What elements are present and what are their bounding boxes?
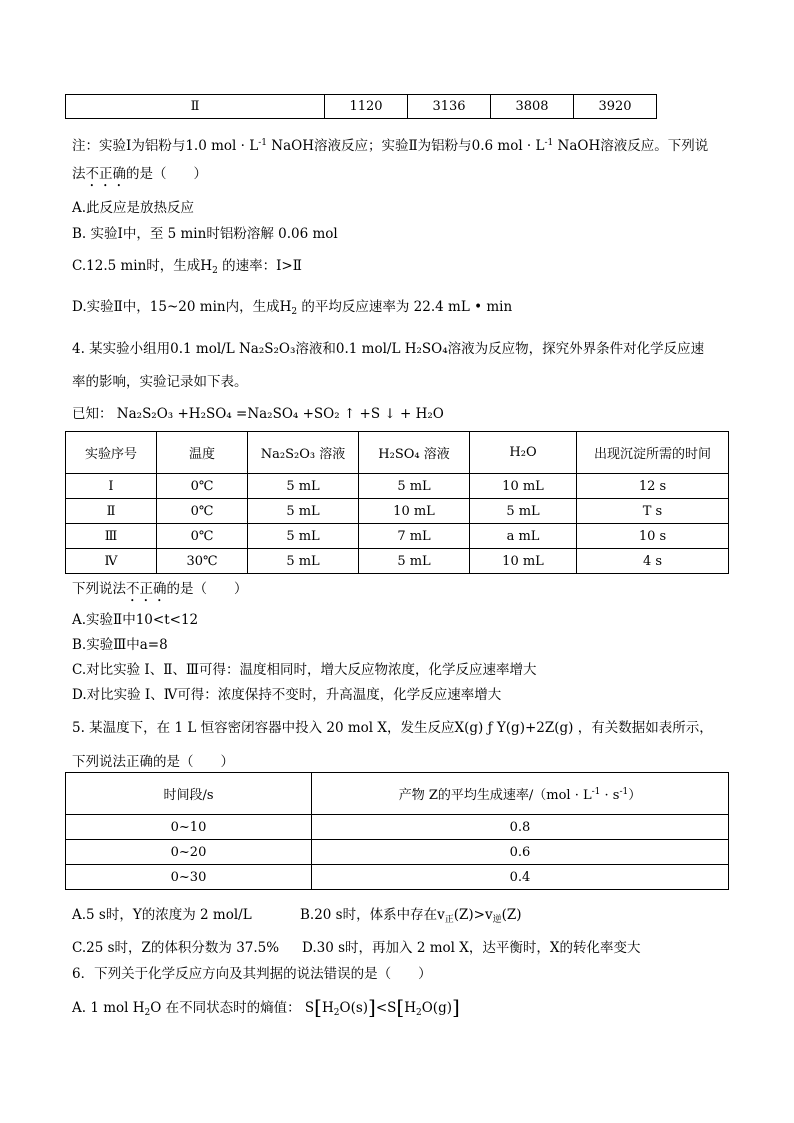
q3-note: 注：实验Ⅰ为铝粉与1.0 mol · $L^{-1}$ NaOH溶液反应；实验Ⅱ为铝粉与0.6 mol · $L^{-1}$ NaOH溶液反应。下列说: [72, 138, 709, 154]
q5-table: [65, 772, 729, 890]
table-header: 出现沉淀所需的时间: [577, 432, 729, 474]
q4-option-b: B.实验Ⅲ中a=8: [72, 637, 168, 653]
table-cell: 0.4: [312, 865, 729, 890]
table-cell: 0℃: [157, 524, 248, 549]
table-cell: T s: [577, 499, 729, 524]
table-cell: 12 s: [577, 474, 729, 499]
q3-option-b: B. 实验Ⅰ中，至 5 min时铝粉溶解 0.06 mol: [72, 226, 338, 242]
q5-option-d: D.30 s时，再加入 2 mol X，达平衡时，X的转化率变大: [302, 940, 641, 956]
table-header: Na₂S₂O₃ 溶液: [248, 432, 359, 474]
q3-note-line2: 法不正确的是（ ）: [72, 166, 207, 182]
q5-option-b: B.20 s时，体系中存在$v_正(Z)>v_逆(Z)$: [300, 907, 522, 925]
table-header: 实验序号: [66, 432, 157, 474]
table-cell: 5 mL: [248, 524, 359, 549]
table-header: H₂SO₄ 溶液: [359, 432, 470, 474]
q4-option-c: C.对比实验 Ⅰ、Ⅱ、Ⅲ可得：温度相同时，增大反应物浓度，化学反应速率增大: [72, 662, 537, 678]
table-cell: 5 mL: [359, 549, 470, 574]
table-cell: 30℃: [157, 549, 248, 574]
q4-stem-line2: 率的影响，实验记录如下表。: [72, 374, 248, 390]
table-cell: 0~20: [66, 840, 312, 865]
q6-stem: 6．下列关于化学反应方向及其判据的说法错误的是（ ）: [72, 966, 432, 982]
q4-question: 下列说法不正确的是（ ）: [72, 581, 248, 597]
table-cell: 0.8: [312, 815, 729, 840]
q3-option-d: D.实验Ⅱ中，15~20 min内，生成$H_2$ 的平均反应速率为 22.4 mL • min: [72, 299, 513, 317]
table-cell: 0~30: [66, 865, 312, 890]
q3-option-a: A.此反应是放热反应: [72, 200, 195, 216]
q4-option-a: A.实验Ⅱ中10<t<12: [72, 612, 199, 628]
q4-option-d: D.对比实验 Ⅰ、Ⅳ可得：浓度保持不变时，升高温度，化学反应速率增大: [72, 687, 502, 703]
q3-option-c: C.12.5 min时，生成$H_2$ 的速率：Ⅰ>Ⅱ: [72, 258, 302, 276]
q4-stem: 4. 某实验小组用0.1 mol/L Na₂S₂O₃溶液和0.1 mol/L H₂SO₄溶液为反应物，探究外界条件对化学反应速: [72, 341, 705, 357]
q4-known-equation: 已知： Na₂S₂O₃ +H₂SO₄ =Na₂SO₄ +SO₂ ↑ +S ↓ + H₂O: [72, 406, 444, 422]
table-cell: 4 s: [577, 549, 729, 574]
table-cell: 10 s: [577, 524, 729, 549]
top-table: [65, 94, 657, 119]
table-cell: 10 mL: [470, 474, 577, 499]
table-cell: a mL: [470, 524, 577, 549]
table-cell: 0.6: [312, 840, 729, 865]
table-cell: 3136: [408, 95, 491, 119]
table-cell: Ⅱ: [66, 499, 157, 524]
table-header: 产物 Z的平均生成速率$/(mol \cdot L^{-1} \cdot s^{-1})$: [312, 773, 729, 815]
table-cell: 10 mL: [359, 499, 470, 524]
table-cell: 0~10: [66, 815, 312, 840]
table-cell: 10 mL: [470, 549, 577, 574]
table-header: 时间段/s: [66, 773, 312, 815]
table-cell: Ⅲ: [66, 524, 157, 549]
table-cell: Ⅳ: [66, 549, 157, 574]
table-cell: 3920: [574, 95, 657, 119]
table-header: 温度: [157, 432, 248, 474]
table-cell: 0℃: [157, 499, 248, 524]
table-cell: 5 mL: [248, 549, 359, 574]
q5-option-c: C.25 s时，Z的体积分数为 37.5%: [72, 940, 280, 956]
table-cell: 5 mL: [359, 474, 470, 499]
q5-option-a: A.5 s时，Y的浓度为 2 mol/L: [72, 907, 252, 923]
table-cell: 3808: [491, 95, 574, 119]
table-cell: 7 mL: [359, 524, 470, 549]
table-cell: 0℃: [157, 474, 248, 499]
q5-stem-line2: 下列说法正确的是（ ）: [72, 754, 234, 770]
table-cell: 5 mL: [248, 474, 359, 499]
q6-option-a: A. 1 mol $H_2O$ 在不同状态时的熵值： $S[H_2O(s)]<S[H_2O(g)]$: [72, 995, 460, 1019]
table-cell: Ⅱ: [66, 95, 325, 119]
table-header: H₂O: [470, 432, 577, 474]
table-cell: 5 mL: [470, 499, 577, 524]
q5-stem: 5. 某温度下，在 1 L 恒容密闭容器中投入 20 mol X，发生反应X(g) ƒ Y(g)+2Z(g) ，有关数据如表所示，: [72, 720, 713, 736]
q4-table: [65, 431, 729, 574]
table-cell: 1120: [325, 95, 408, 119]
table-cell: 5 mL: [248, 499, 359, 524]
table-cell: Ⅰ: [66, 474, 157, 499]
